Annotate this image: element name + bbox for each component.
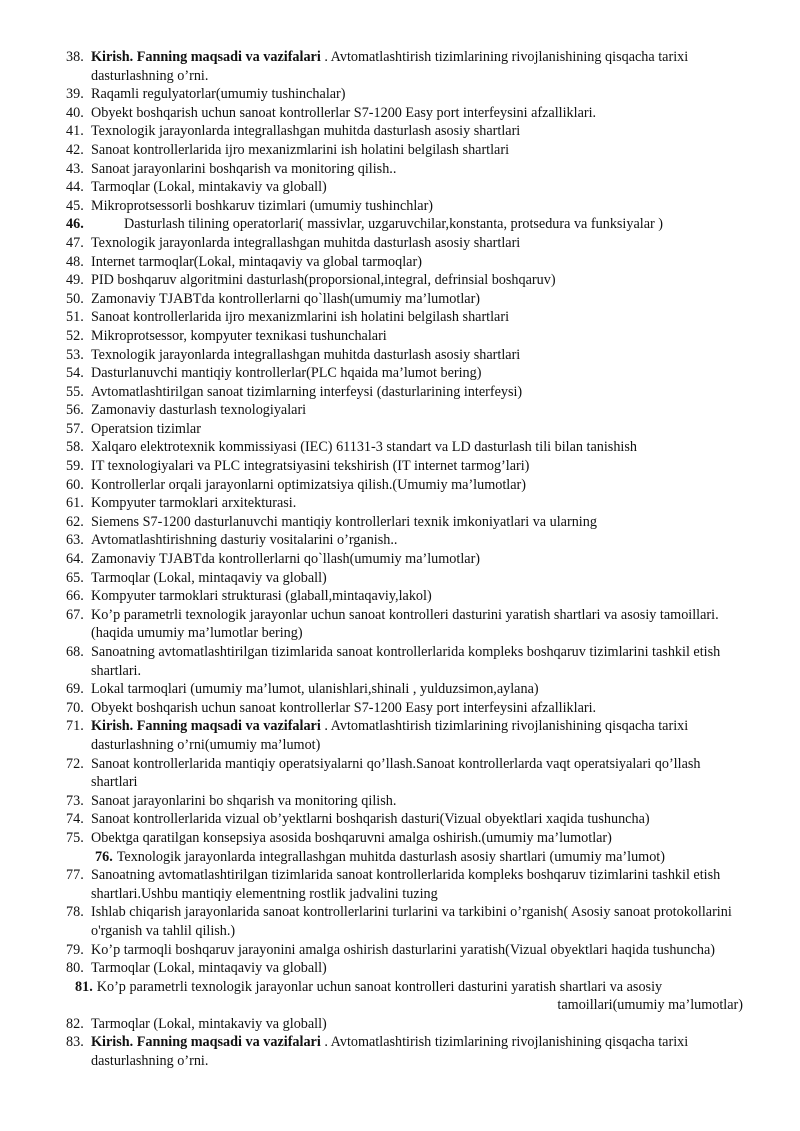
list-item (0, 606, 800, 643)
item-text: Tarmoqlar (Lokal, mintaqaviy va globall) (91, 569, 327, 586)
item-bold-title: Kirish. Fanning maqsadi va vazifalari (91, 1034, 321, 1051)
item-number: 82. (66, 1015, 84, 1032)
list-item (0, 531, 800, 550)
item-text: Dasturlanuvchi mantiqiy kontrollerlar(PLC hqaida ma’lumot bering) (91, 365, 482, 382)
item-number: 63. (66, 532, 84, 549)
item-text: Zamonaviy TJABTda kontrollerlarni qo`llash(umumiy ma’lumotlar) (91, 551, 481, 568)
list-item (0, 178, 800, 197)
list-item (0, 829, 800, 848)
list-item (0, 903, 800, 940)
item-number: 48. (66, 253, 84, 270)
item-text: Kompyuter tarmoklari arxitekturasi. (91, 495, 297, 512)
item-text: Siemens S7-1200 dasturlanuvchi mantiqiy kontrollerlari texnik imkoniyatlari va ularning (91, 513, 597, 530)
item-number: 38. (66, 49, 84, 65)
list-item (0, 160, 800, 179)
item-text: Avtomatlashtirilgan sanoat tizimlarning interfeysi (dasturlarining interfeysi) (91, 383, 523, 400)
list-item (0, 717, 800, 754)
item-number: 62. (66, 513, 84, 530)
list-item (0, 680, 800, 699)
item-text: Obektga qaratilgan konsepsiya asosida boshqaruvni amalga oshirish.(umumiy ma’lumotlar) (91, 829, 612, 846)
item-text: Sanoatning avtomatlashtirilgan tizimlarida sanoat kontrollerlarida kompleks boshqaruv tizimlarini tashkil etish shartlari.Ushbu mantiqiy elementning rostlik jadvalini tuzing (91, 867, 721, 902)
list-item (0, 327, 800, 346)
item-number: 64. (66, 551, 84, 568)
item-number: 53. (66, 346, 84, 363)
list-item (0, 271, 800, 290)
list-item (0, 810, 800, 829)
list-item (0, 848, 800, 867)
item-text: Sanoat kontrollerlarida vizual ob’yektlarni boshqarish dasturi(Vizual obyektlari xaqida tushuncha) (91, 811, 650, 828)
item-text: Tarmoqlar (Lokal, mintaqaviy va globall) (91, 960, 327, 977)
item-text: Texnologik jarayonlarda integrallashgan muhitda dasturlash asosiy shartlari (91, 123, 521, 140)
item-bold-title: Kirish. Fanning maqsadi va vazifalari (91, 49, 321, 65)
list-item (0, 978, 800, 1015)
item-number: 76. (95, 848, 113, 865)
item-number: 78. (66, 904, 84, 921)
list-item (0, 941, 800, 960)
list-item (0, 290, 800, 309)
item-text: Texnologik jarayonlarda integrallashgan muhitda dasturlash asosiy shartlari (91, 346, 521, 363)
item-text: Tarmoqlar (Lokal, mintakaviy va globall) (91, 179, 327, 196)
item-number: 66. (66, 588, 84, 605)
item-number: 71. (66, 718, 84, 735)
list-item (0, 494, 800, 513)
list-item (0, 755, 800, 792)
item-text: Raqamli regulyatorlar(umumiy tushinchalar) (91, 86, 346, 103)
item-number: 39. (66, 86, 84, 103)
item-number: 54. (66, 365, 84, 382)
item-text-continuation: tamoillari(umumiy ma’lumotlar) (557, 997, 743, 1014)
item-number: 83. (66, 1034, 84, 1051)
item-number: 44. (66, 179, 84, 196)
item-text: Zamonaviy dasturlash texnologiyalari (91, 402, 307, 419)
list-item (0, 587, 800, 606)
list-item (0, 1033, 800, 1070)
item-text: Mikroprotsessor, kompyuter texnikasi tushunchalari (91, 327, 387, 344)
item-number: 49. (66, 272, 84, 289)
item-text: Ishlab chiqarish jarayonlarida sanoat kontrollerlarini turlarini va tarkibini o’rganish( Asosiy sanoat protokollarini o'rganish va tahlil qilish.) (91, 904, 732, 939)
item-number: 81. (75, 978, 93, 995)
item-text: Ko’p parametrli texnologik jarayonlar uchun sanoat kontrolleri dasturini yaratish shartlari va asosiy (96, 978, 663, 995)
item-number: 40. (66, 104, 84, 121)
item-text: Zamonaviy TJABTda kontrollerlarni qo`llash(umumiy ma’lumotlar) (91, 290, 481, 307)
list-item (0, 85, 800, 104)
list-item (0, 792, 800, 811)
item-number: 41. (66, 123, 84, 140)
item-text: PID boshqaruv algoritmini dasturlash(proporsional,integral, defrinsial boshqaruv) (91, 272, 556, 289)
item-number: 72. (66, 755, 84, 772)
item-number: 67. (66, 606, 84, 623)
item-number: 68. (66, 644, 84, 660)
item-text: Sanoat kontrollerlarida ijro mexanizmlarini ish holatini belgilash shartlari (91, 309, 510, 326)
item-number: 46. (66, 216, 84, 233)
list-item (0, 215, 800, 234)
item-text: . Avtomatlashtirish tizimlarining rivojlanishining qisqacha tarixi dasturlashning o’rni. (91, 49, 689, 84)
item-number: 42. (66, 141, 84, 158)
list-item (0, 401, 800, 420)
list-item (0, 866, 800, 903)
item-number: 69. (66, 681, 84, 698)
item-number: 60. (66, 476, 84, 493)
list-item (0, 141, 800, 160)
list-item (0, 1015, 800, 1034)
item-number: 70. (66, 699, 84, 716)
item-text: Xalqaro elektrotexnik kommissiyasi (IEC) 61131-3 standart va LD dasturlash tili bilan tanishish (91, 439, 637, 456)
item-number: 74. (66, 811, 84, 828)
item-text: Internet tarmoqlar(Lokal, mintaqaviy va global tarmoqlar) (91, 253, 422, 270)
list-item (0, 457, 800, 476)
list-item (0, 234, 800, 253)
item-number: 59. (66, 458, 84, 475)
list-item (0, 420, 800, 439)
item-text: Lokal tarmoqlari (umumiy ma’lumot, ulanishlari,shinali , yulduzsimon,aylana) (91, 681, 539, 698)
item-text: . Avtomatlashtirish tizimlarining rivojlanishining qisqacha tarixi dasturlashning o’rni(umumiy ma’lumot) (91, 718, 689, 753)
item-text: Kontrollerlar orqali jarayonlarni optimizatsiya qilish.(Umumiy ma’lumotlar) (91, 476, 526, 493)
list-item (0, 383, 800, 402)
item-number: 73. (66, 792, 84, 809)
list-item (0, 513, 800, 532)
item-number: 80. (66, 960, 84, 977)
item-number: 52. (66, 327, 84, 344)
item-text: Texnologik jarayonlarda integrallashgan muhitda dasturlash asosiy shartlari (umumiy ma’lumot) (116, 848, 665, 865)
list-item (0, 959, 800, 978)
item-text: Sanoat jarayonlarini bo shqarish va monitoring qilish. (91, 792, 397, 809)
item-text: Ko’p tarmoqli boshqaruv jarayonini amalga oshirish dasturlarini yaratish(Vizual obyektlari haqida tushuncha) (91, 941, 716, 958)
item-text: Sanoatning avtomatlashtirilgan tizimlarida sanoat kontrollerlarida kompleks boshqaruv tizimlarini tashkil etish shartlari. (91, 644, 721, 679)
item-text: Operatsion tizimlar (91, 420, 201, 437)
item-number: 43. (66, 160, 84, 177)
list-item (0, 569, 800, 588)
list-item (0, 346, 800, 365)
list-item (0, 253, 800, 272)
item-text: Ko’p parametrli texnologik jarayonlar uchun sanoat kontrolleri dasturini yaratish shartlari va asosiy tamoillari. (haqida umumiy ma’lumotlar bering) (91, 606, 719, 642)
list-item (0, 438, 800, 457)
item-text: Sanoat kontrollerlarida mantiqiy operatsiyalarni qo’llash.Sanoat kontrollerlarda vaqt operatsiyalari qo’llash shartlari (91, 755, 701, 791)
item-bold-title: Kirish. Fanning maqsadi va vazifalari (91, 718, 321, 735)
item-text: Kompyuter tarmoklari strukturasi (glaball,mintaqaviy,lakol) (91, 588, 432, 605)
item-number: 47. (66, 234, 84, 251)
item-number: 61. (66, 495, 84, 512)
question-list (0, 48, 800, 1071)
item-text: IT texnologiyalari va PLC integratsiyasini tekshirish (IT internet tarmog’lari) (91, 458, 530, 475)
item-number: 45. (66, 197, 84, 214)
item-text: . Avtomatlashtirish tizimlarining rivojlanishining qisqacha tarixi dasturlashning o’rni. (91, 1034, 689, 1070)
list-item (0, 197, 800, 216)
list-item (0, 104, 800, 123)
item-text: Sanoat jarayonlarini boshqarish va monitoring qilish.. (91, 160, 397, 177)
item-number: 75. (66, 829, 84, 846)
list-item (0, 699, 800, 718)
list-item (0, 308, 800, 327)
list-item (0, 550, 800, 569)
item-text: Texnologik jarayonlarda integrallashgan muhitda dasturlash asosiy shartlari (91, 234, 521, 251)
item-number: 57. (66, 420, 84, 437)
item-number: 79. (66, 941, 84, 958)
list-item (0, 48, 800, 85)
item-number: 56. (66, 402, 84, 419)
item-text: Dasturlash tilining operatorlari( massivlar, uzgaruvchilar,konstanta, protsedura va funksiyalar ) (124, 216, 663, 233)
list-item (0, 122, 800, 141)
item-text: Avtomatlashtirishning dasturiy vositalarini o’rganish.. (91, 532, 398, 549)
list-item (0, 364, 800, 383)
item-text: Tarmoqlar (Lokal, mintakaviy va globall) (91, 1015, 327, 1032)
item-number: 58. (66, 439, 84, 456)
item-number: 55. (66, 383, 84, 400)
item-number: 65. (66, 569, 84, 586)
item-number: 50. (66, 290, 84, 307)
list-item (0, 476, 800, 495)
item-text: Obyekt boshqarish uchun sanoat kontrollerlar S7-1200 Easy port interfeysini afzalliklari. (91, 699, 597, 716)
item-number: 51. (66, 309, 84, 326)
list-item (0, 643, 800, 680)
item-text: Mikroprotsessorli boshkaruv tizimlari (umumiy tushinchlar) (91, 197, 434, 214)
item-text: Sanoat kontrollerlarida ijro mexanizmlarini ish holatini belgilash shartlari (91, 141, 510, 158)
item-number: 77. (66, 867, 84, 884)
item-text: Obyekt boshqarish uchun sanoat kontrollerlar S7-1200 Easy port interfeysini afzalliklari. (91, 104, 597, 121)
